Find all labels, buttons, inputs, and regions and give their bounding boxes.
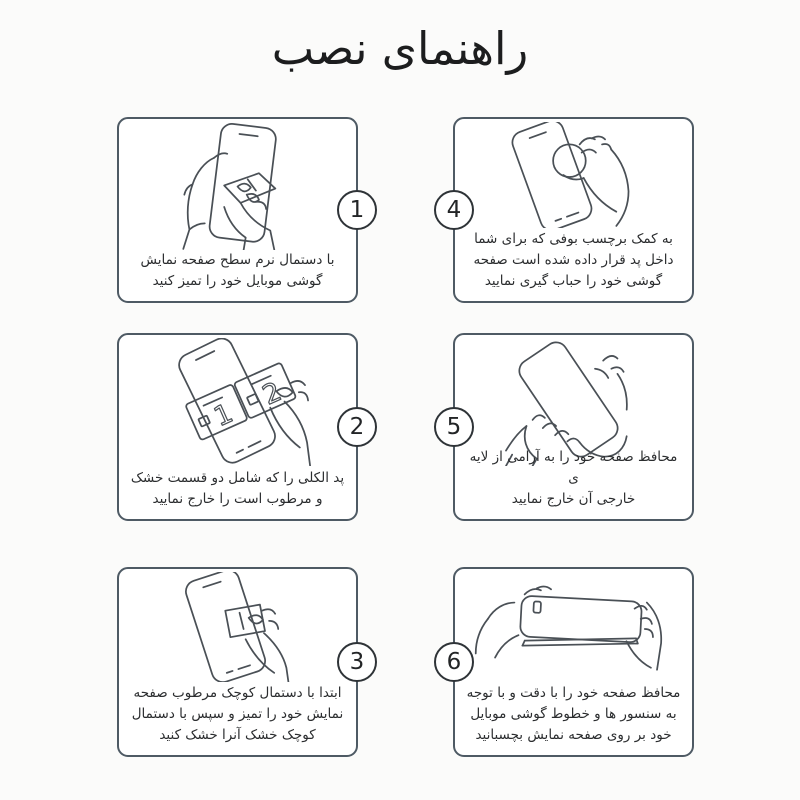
caption-line: ابتدا با دستمال کوچک مرطوب صفحه	[133, 685, 342, 701]
step-caption	[463, 229, 684, 292]
caption-line: به کمک برچسب بوفی که برای شما	[474, 231, 673, 247]
caption-line: محافظ صفحه خود را با دقت و با توجه	[466, 685, 681, 701]
step-number-badge	[434, 190, 474, 230]
step-card-6	[446, 567, 694, 757]
step-card-5	[446, 333, 694, 521]
sachet-label-2: 2	[258, 376, 287, 412]
caption-line: و مرطوب است را خارج نمایید	[152, 491, 323, 507]
step-caption	[463, 447, 684, 510]
step-number: 3	[349, 649, 365, 675]
step-number: 4	[446, 197, 462, 223]
step-number: 2	[349, 414, 365, 440]
step-number: 1	[349, 197, 365, 223]
step-card-1	[117, 117, 365, 303]
caption-line: نمایش خود را تمیز و سپس با دستمال	[131, 706, 344, 722]
buff-sticker-illustration-icon	[461, 122, 686, 228]
caption-line: محافظ صفحه خود را به آرامی از لایه ی	[469, 449, 678, 486]
step-number-badge	[337, 642, 377, 682]
illustration-remove-alcohol-pad	[119, 338, 356, 466]
step-caption	[127, 683, 348, 746]
caption-line: خود بر روی صفحه نمایش بچسبانید	[475, 727, 672, 743]
illustration-clean-wet-dry-wipe	[119, 572, 356, 682]
page-title: راهنمای نصب	[271, 22, 529, 75]
wipe-screen-illustration-icon	[125, 122, 350, 250]
caption-line: به سنسور ها و خطوط گوشی موبایل	[470, 706, 677, 722]
step-number-badge	[434, 642, 474, 682]
illustration-wipe-screen-soft-cloth	[119, 122, 356, 250]
illustration-bubble-removal-buff-sticker	[455, 122, 692, 228]
caption-line: پد الکلی را که شامل دو قسمت خشک	[130, 470, 345, 486]
alcohol-pad-illustration-icon	[125, 338, 350, 466]
caption-line: خارجی آن خارج نمایید	[511, 491, 636, 507]
caption-line: کوچک خشک آنرا خشک کنید	[159, 727, 316, 743]
illustration-attach-protector	[455, 572, 692, 682]
sachet-label-1: 1	[209, 397, 238, 434]
step-card-2	[117, 333, 365, 521]
caption-line: داخل پد قرار داده شده است صفحه	[473, 252, 674, 268]
step-caption	[127, 250, 348, 292]
step-number: 5	[446, 414, 462, 440]
step-number-badge	[337, 407, 377, 447]
attach-protector-illustration-icon	[461, 572, 686, 682]
wet-dry-wipe-illustration-icon	[125, 572, 350, 682]
step-card-4	[446, 117, 694, 303]
step-number-badge	[434, 407, 474, 447]
step-number: 6	[446, 649, 462, 675]
caption-line: گوشی موبایل خود را تمیز کنید	[152, 273, 323, 289]
caption-line: گوشی خود را حباب گیری نمایید	[484, 273, 663, 289]
step-number-badge	[337, 190, 377, 230]
caption-line: با دستمال نرم سطح صفحه نمایش	[140, 252, 335, 268]
step-card-3	[117, 567, 365, 757]
step-caption	[463, 683, 684, 746]
step-caption	[127, 468, 348, 510]
